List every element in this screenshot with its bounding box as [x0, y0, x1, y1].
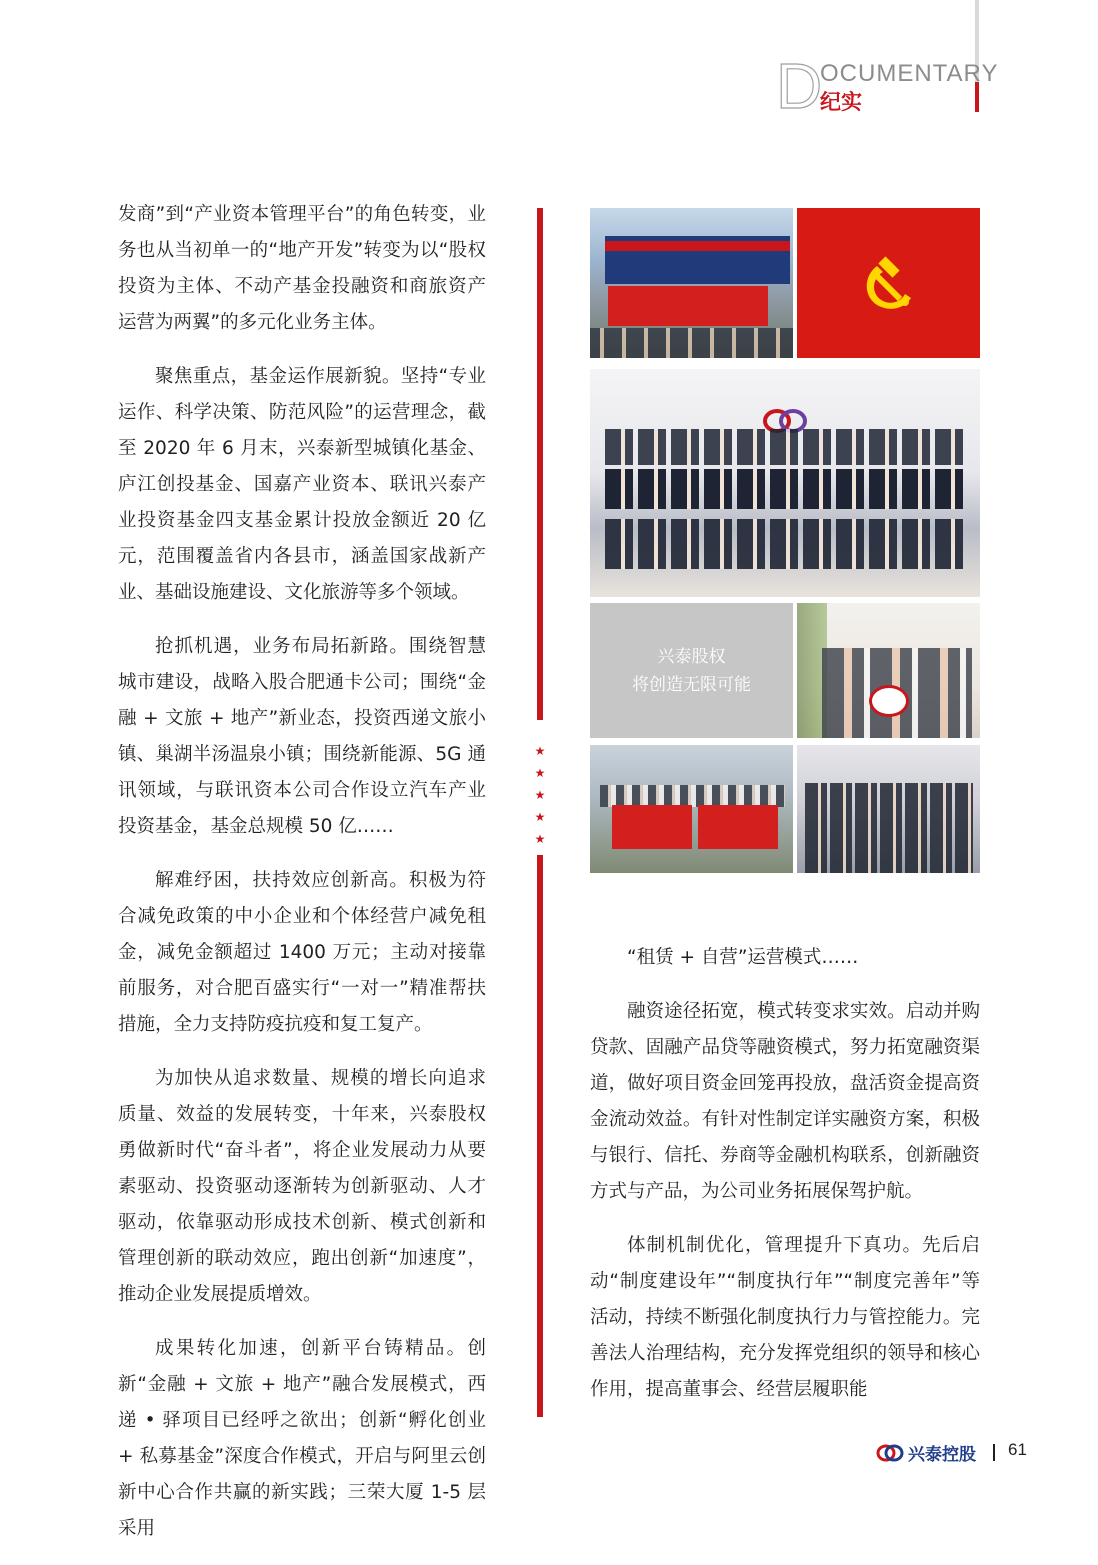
photo-outdoor-flags — [590, 745, 793, 873]
paragraph: 抢抓机遇，业务布局拓新路。围绕智慧城市建设，战略入股合肥通卡公司；围绕“金融 + 文旅 + 地产”新业态，投资西递文旅小镇、巢湖半汤温泉小镇；围绕新能源、5G 通讯领域，与联讯资本公司合作设立汽车产业投资基金，基金总规模 50 亿…… — [118, 636, 486, 837]
paragraph: 聚焦重点，基金运作展新貌。坚持“专业运作、科学决策、防范风险”的运营理念，截至 2020 年 6 月末，兴泰新型城镇化基金、庐江创投基金、国嘉产业资本、联讯兴泰产业投资基金四支基金累计投放金额近 20 亿元，范围覆盖省内各县市，涵盖国家战新产业、基础设施建设、文化旅游等多个领域。 — [118, 366, 486, 603]
people-row — [605, 429, 965, 465]
footer-separator — [993, 1444, 995, 1461]
calligraphy-artwork — [852, 615, 962, 641]
red-flag — [698, 805, 778, 849]
star-icon: ★ — [534, 832, 546, 846]
star-icon: ★ — [534, 788, 546, 802]
slogan-line-2: 将创造无限可能 — [632, 674, 751, 695]
paragraph: 发商”到“产业资本管理平台”的角色转变，业务也从当初单一的“地产开发”转变为以“股权投资为主体、不动产基金投融资和商旅资产运营为两翼”的多元化业务主体。 — [118, 204, 486, 333]
page-number: 61 — [1008, 1440, 1027, 1459]
paragraph: 融资途径拓宽，模式转变求实效。启动并购贷款、固融产品贷等融资模式，努力拓宽融资渠道，做好项目资金回笼再投放，盘活资金提高资金流动效益。有针对性制定详实融资方案，积极与银行、信托、券商等金融机构联系，创新融资方式与产品，为公司业务拓展保驾护航。 — [590, 1001, 980, 1202]
photo-celebration — [797, 603, 980, 738]
footer-brand: 兴泰控股 — [908, 1445, 976, 1465]
column-divider-top — [537, 208, 543, 720]
star-icon: ★ — [534, 744, 546, 758]
section-big-letter: D — [776, 50, 823, 122]
people-row — [605, 519, 965, 569]
paragraph: 为加快从追求数量、规模的增长向追求质量、效益的发展转变，十年来，兴泰股权勇做新时代“奋斗者”，将企业发展动力从要素驱动、投资驱动逐渐转为创新驱动、人才驱动，依靠驱动形成技术创新、模式创新和管理创新的联动效应，跑出创新“加速度”，推动企业发展提质增效。 — [118, 1068, 486, 1305]
section-title-en: OCUMENTARY — [820, 60, 999, 87]
column-divider-bottom — [537, 855, 543, 1417]
group-people — [805, 783, 973, 873]
bus-banner — [605, 241, 790, 251]
slogan-tile — [590, 603, 793, 738]
cake-shape — [869, 685, 909, 717]
slogan-line-1: 兴泰股权 — [657, 646, 726, 667]
photo-team-group — [590, 369, 980, 597]
photo-party-day-bus — [590, 208, 793, 358]
paragraph: 解难纾困，扶持效应创新高。积极为符合减免政策的中小企业和个体经营户减免租金，减免金额超过 1400 万元；主动对接靠前服务，对合肥百盛实行“一对一”精准帮扶措施，全力支持防疫抗疫和复工复产。 — [118, 870, 486, 1035]
people-row — [605, 469, 965, 509]
star-icon: ★ — [534, 810, 546, 824]
paragraph: 体制机制优化，管理提升下真功。先后启动“制度建设年”“制度执行年”“制度完善年”等活动，持续不断强化制度执行力与管控能力。完善法人治理结构，充分发挥党组织的领导和核心作用，提高董事会、经营层履职能 — [590, 1235, 980, 1400]
red-flag — [612, 805, 692, 849]
red-banner — [608, 286, 768, 326]
group-people — [600, 785, 785, 807]
section-title-cn: 纪实 — [820, 90, 862, 114]
divider-stars — [531, 740, 549, 850]
hammer-sickle-icon — [855, 252, 921, 318]
star-icon: ★ — [534, 766, 546, 780]
brand-logo-icon — [876, 1443, 904, 1463]
photo-party-flag — [797, 208, 980, 358]
paragraph: 成果转化加速，创新平台铸精品。创新“金融 + 文旅 + 地产”融合发展模式，西递 • 驿项目已经呼之欲出；创新“孵化创业 + 私募基金”深度合作模式，开启与阿里云创新中心合作共赢的新实践；三荣大厦 1-5 层采用 — [118, 1338, 486, 1539]
right-text-column — [590, 940, 980, 1426]
photo-meeting-group — [797, 745, 980, 873]
paragraph: “租赁 + 自营”运营模式…… — [627, 947, 859, 968]
group-people — [590, 328, 793, 358]
left-text-column — [118, 197, 486, 1565]
